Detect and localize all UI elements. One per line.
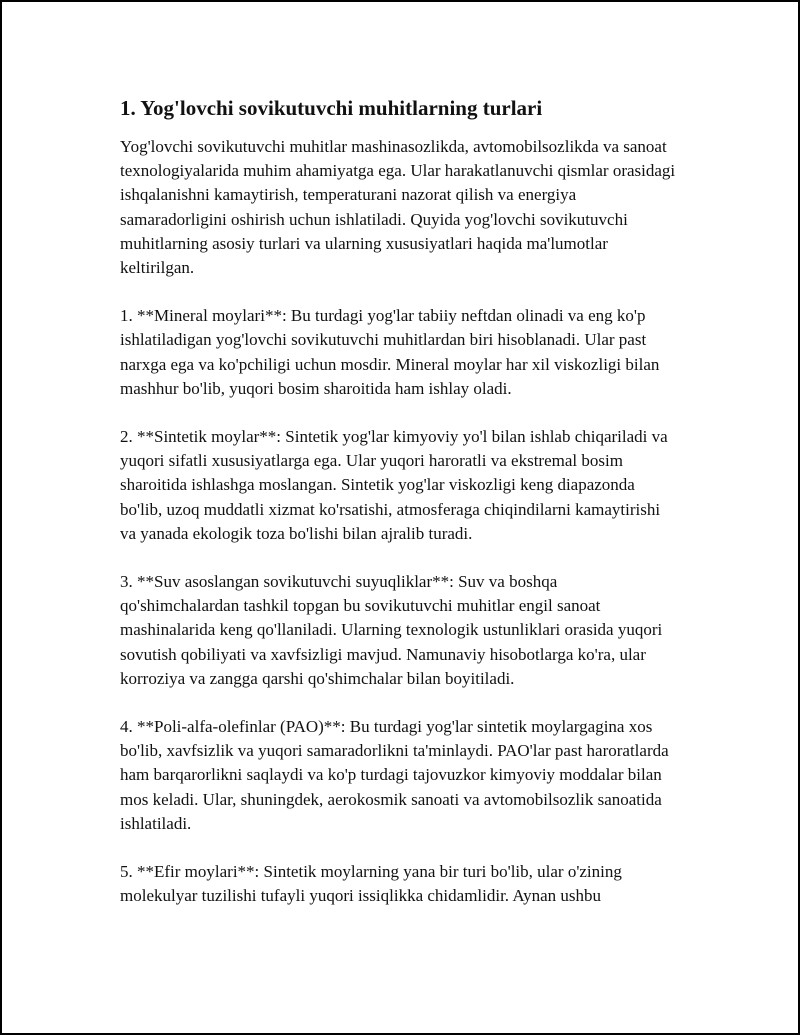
paragraph-ester-oils: 5. **Efir moylari**: Sintetik moylarning yana bir turi bo'lib, ular o'zining molekulyar tuzilishi tufayli yuqori issiqlikka chidamlidir. Aynan ushbu [120,862,622,906]
paragraph-water-based-coolants: 3. **Suv asoslangan sovikutuvchi suyuqliklar**: Suv va boshqa qo'shimchalardan tashkil topgan bu sovikutuvchi muhitlar engil sanoat mashinalarida keng qo'llaniladi. Ularning texnologik ustunliklari orasida yuqori sovutish qobiliyati va xavfsizligi mavjud. Namunaviy hisobotlarga ko'ra, ular korroziya va zangga qarshi qo'shimchalar bilan boyitiladi. [120,572,663,688]
paragraph-pao: 4. **Poli-alfa-olefinlar (PAO)**: Bu turdagi yog'lar sintetik moylargagina xos bo'lib, xavfsizlik va yuqori samaradorlikni ta'minlaydi. PAO'lar past haroratlarda ham barqarorlikni saqlaydi va ko'p turdagi tajovuzkor kimyoviy moddalar bilan mos keladi. Ular, shuningdek, aerokosmik sanoati va avtomobilsozlik sanoatida ishlatiladi. [120,717,669,833]
intro-paragraph: Yog'lovchi sovikutuvchi muhitlar mashinasozlikda, avtomobilsozlikda va sanoat texnologiyalarida muhim ahamiyatga ega. Ular harakatlanuvchi qismlar orasidagi ishqalanishni kamaytirish, temperaturani nazorat qilish va energiya samaradorligini oshirish uchun ishlatiladi. Quyida yog'lovchi sovikutuvchi muhitlarning asosiy turlari va ularning xususiyatlari haqida ma'lumotlar keltirilgan. [120,137,676,278]
document-body [120,94,680,932]
paragraph-synthetic-oils: 2. **Sintetik moylar**: Sintetik yog'lar kimyoviy yo'l bilan ishlab chiqariladi va yuqori sifatli xususiyatlarga ega. Ular yuqori haroratli va ekstremal bosim sharoitida ishlashga moslangan. Sintetik yog'lar viskozligi keng diapazonda bo'lib, uzoq muddatli xizmat ko'rsatishi, atmosferaga chiqindilarni kamaytirishi va yanada ekologik toza bo'lishi bilan ajralib turadi. [120,427,668,543]
section-heading: 1. Yog'lovchi sovikutuvchi muhitlarning turlari [120,96,543,120]
paragraph-mineral-oils: 1. **Mineral moylari**: Bu turdagi yog'lar tabiiy neftdan olinadi va eng ko'p ishlatiladigan yog'lovchi sovikutuvchi muhitlardan biri hisoblanadi. Ular past narxga ega va ko'pchiligi uchun mosdir. Mineral moylar har xil viskozligi bilan mashhur bo'lib, yuqori bosim sharoitida ham ishlay oladi. [120,306,660,398]
